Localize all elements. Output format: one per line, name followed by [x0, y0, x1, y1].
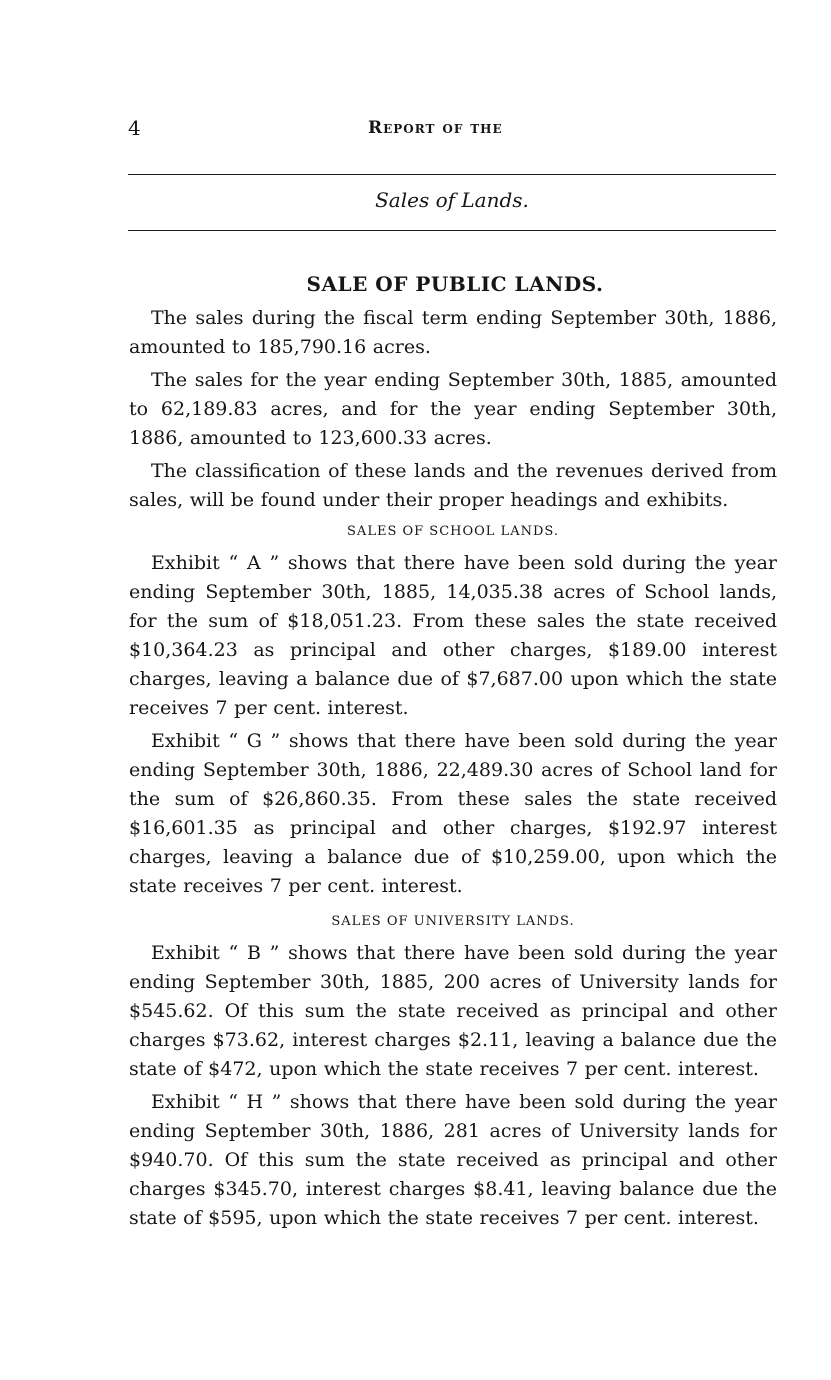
page-header — [128, 114, 776, 144]
intro-paragraph: The classification of these lands and the revenues derived from sales, will be found under their proper headings and exhibits. — [129, 460, 777, 511]
header-rule-bottom — [128, 230, 776, 231]
university-lands-heading: SALES OF UNIVERSITY LANDS. — [331, 914, 575, 929]
school-lands-heading: SALES OF SCHOOL LANDS. — [347, 524, 559, 539]
body-text — [129, 268, 777, 1233]
page-title: SALE OF PUBLIC LANDS. — [306, 272, 604, 296]
exhibit-g-paragraph: Exhibit “ G ” shows that there have been sold during the year ending September 30th, 1886, 22,489.30 acres of School land for the sum of $26,860.35. From these sales the state received $16,601.35 as principal and other charges, $192.97 interest charges, leaving a balance due of $10,259.00, upon which the state receives 7 per cent. interest. — [129, 730, 777, 897]
running-head: Report of the — [368, 118, 503, 138]
intro-paragraph: The sales for the year ending September 30th, 1885, amounted to 62,189.83 acres, and for the year ending September 30th, 1886, amounted to 123,600.33 acres. — [129, 369, 777, 449]
exhibit-b-paragraph: Exhibit “ B ” shows that there have been sold during the year ending September 30th, 1885, 200 acres of University lands for $545.62. Of this sum the state received as principal and other charges $73.62, interest charges $2.11, leaving a balance due the state of $472, upon which the state receives 7 per cent. interest. — [129, 942, 777, 1080]
exhibit-a-paragraph: Exhibit “ A ” shows that there have been sold during the year ending September 30th, 1885, 14,035.38 acres of School lands, for the sum of $18,051.23. From these sales the state received $10,364.23 as principal and other charges, $189.00 interest charges, leaving a balance due of $7,687.00 upon which the state receives 7 per cent. interest. — [129, 552, 777, 719]
section-heading: Sales of Lands. — [375, 188, 529, 212]
exhibit-h-paragraph: Exhibit “ H ” shows that there have been sold during the year ending September 30th, 1886, 281 acres of University lands for $940.70. Of this sum the state received as principal and other charges $345.70, interest charges $8.41, leaving balance due the state of $595, upon which the state receives 7 per cent. interest. — [129, 1091, 777, 1229]
page-number: 4 — [128, 116, 141, 140]
intro-paragraph: The sales during the fiscal term ending September 30th, 1886, amounted to 185,790.16 acres. — [129, 307, 777, 358]
header-rule-top — [128, 174, 776, 175]
